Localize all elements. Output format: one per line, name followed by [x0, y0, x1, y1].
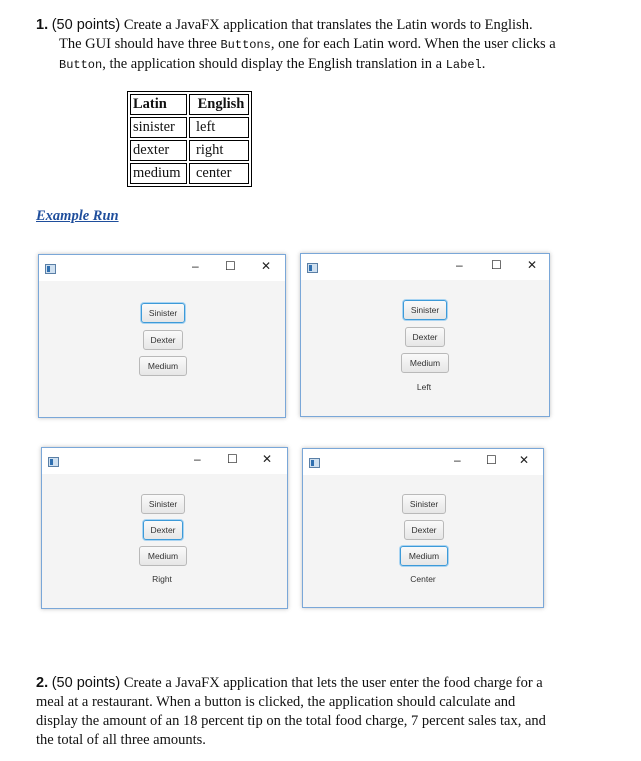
medium-button[interactable]: Medium	[139, 356, 187, 376]
minimize-icon[interactable]: –	[192, 259, 199, 273]
latin-cell: medium	[130, 163, 187, 184]
maximize-icon[interactable]: ☐	[225, 259, 236, 273]
english-cell: center	[189, 163, 249, 184]
q2-number: 2.	[36, 675, 49, 691]
close-icon[interactable]: ✕	[261, 259, 272, 273]
sinister-button[interactable]: Sinister	[403, 300, 447, 320]
sinister-button[interactable]: Sinister	[141, 494, 185, 514]
table-row	[130, 140, 249, 161]
translation-label: Right	[152, 574, 172, 584]
sinister-button[interactable]: Sinister	[141, 303, 185, 323]
dexter-button[interactable]: Dexter	[143, 330, 183, 350]
english-cell: left	[189, 117, 249, 138]
q1-text-3a: , the application should display the English translation in a	[102, 56, 446, 72]
app-window-4	[302, 448, 544, 608]
minimize-icon[interactable]: –	[456, 258, 463, 272]
app-window-3	[41, 447, 288, 609]
q1-code-buttons: Buttons	[220, 38, 271, 52]
table-header-row	[130, 94, 249, 115]
q1-points: (50 points)	[51, 17, 121, 33]
maximize-icon[interactable]: ☐	[227, 452, 238, 466]
q1-line-2	[36, 35, 626, 55]
minimize-icon[interactable]: –	[454, 453, 461, 467]
medium-button[interactable]: Medium	[400, 546, 448, 566]
q1-code-label: Label	[445, 58, 482, 72]
q1-number: 1.	[36, 17, 49, 33]
q2-line-3: display the amount of an 18 percent tip on the total food charge, 7 percent sales tax, and	[36, 713, 546, 729]
minimize-icon[interactable]: –	[194, 452, 201, 466]
title-bar	[42, 448, 287, 474]
title-bar	[301, 254, 549, 280]
header-english: English	[189, 94, 249, 115]
translation-label: Center	[410, 574, 436, 584]
dexter-button[interactable]: Dexter	[143, 520, 183, 540]
dexter-button[interactable]: Dexter	[405, 327, 445, 347]
app-icon	[45, 264, 56, 274]
q2-line-2: meal at a restaurant. When a button is clicked, the application should calculate and	[36, 694, 516, 710]
q2-points: (50 points)	[51, 675, 121, 691]
table-row	[130, 163, 249, 184]
q1-code-button: Button	[59, 58, 103, 72]
q2-line-1	[36, 674, 631, 693]
q1-text-2b: , one for each Latin word. When the user clicks a	[270, 36, 556, 52]
translation-label: Left	[416, 382, 432, 392]
header-latin: Latin	[130, 94, 187, 115]
q1-text-3b: .	[481, 56, 486, 72]
close-icon[interactable]: ✕	[262, 452, 273, 466]
q2-text-1: Create a JavaFX application that lets the user enter the food charge for a	[123, 675, 543, 691]
q1-line-3	[36, 55, 626, 75]
close-icon[interactable]: ✕	[519, 453, 530, 467]
translation-table	[127, 91, 252, 187]
table-row	[130, 117, 249, 138]
medium-button[interactable]: Medium	[401, 353, 449, 373]
maximize-icon[interactable]: ☐	[486, 453, 497, 467]
app-window-1	[38, 254, 286, 418]
app-window-2	[300, 253, 550, 417]
sinister-button[interactable]: Sinister	[402, 494, 446, 514]
title-bar	[303, 449, 543, 475]
close-icon[interactable]: ✕	[527, 258, 538, 272]
title-bar	[39, 255, 285, 281]
q2-line-4: the total of all three amounts.	[36, 732, 206, 748]
question-2	[36, 674, 631, 750]
q1-text-1: Create a JavaFX application that translates the Latin words to English.	[123, 17, 533, 33]
q1-text-2a: The GUI should have three	[59, 36, 221, 52]
example-run-heading: Example Run	[36, 208, 119, 224]
maximize-icon[interactable]: ☐	[491, 258, 502, 272]
app-icon	[309, 458, 320, 468]
medium-button[interactable]: Medium	[139, 546, 187, 566]
question-1	[36, 16, 626, 75]
english-cell: right	[189, 140, 249, 161]
latin-cell: sinister	[130, 117, 187, 138]
app-icon	[48, 457, 59, 467]
latin-cell: dexter	[130, 140, 187, 161]
app-icon	[307, 263, 318, 273]
q1-line-1	[36, 16, 626, 35]
dexter-button[interactable]: Dexter	[404, 520, 444, 540]
